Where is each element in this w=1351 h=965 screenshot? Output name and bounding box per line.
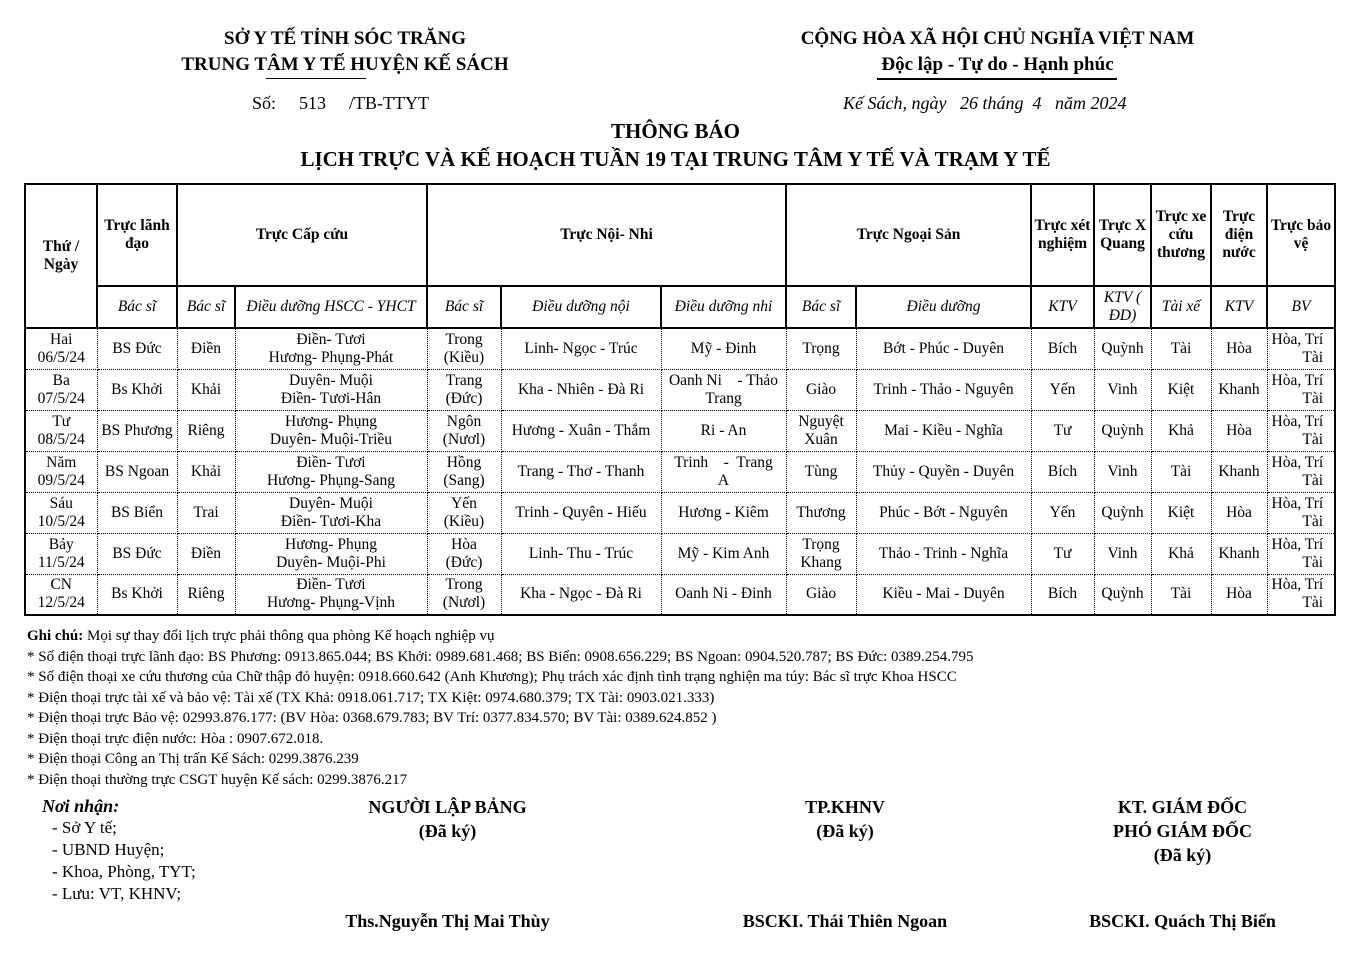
cell-day-line1: CN (50, 576, 73, 594)
cell-so-nurse: Thủy - Quyền - Duyên (856, 451, 1031, 492)
cell-leader: BS Đức (97, 533, 177, 574)
cell-ip-nurse-internal: Kha - Nhiên - Đà Ri (501, 369, 661, 410)
cell-security-line2: Tài (1302, 471, 1324, 489)
cell-so-doctor-line1: Nguyệt (798, 412, 844, 430)
cell-er-nurse (235, 328, 427, 369)
cell-security (1267, 328, 1335, 369)
cell-xray: Quỳnh (1094, 410, 1151, 451)
cell-so-nurse: Mai - Kiều - Nghĩa (856, 410, 1031, 451)
cell-ip-doctor-line2: (Sang) (443, 471, 485, 489)
cell-security (1267, 533, 1335, 574)
cell-day-line1: Sáu (49, 494, 73, 512)
cell-so-doctor: Trọng (786, 328, 856, 369)
note-label: Ghi chú: (27, 628, 84, 644)
note-line: * Số điện thoại xe cứu thương của Chữ thập đỏ huyện: 0918.660.642 (Anh Khương); Phụ trách xác định tình trạng nghiện ma túy: Bác sĩ trực Khoa HSCC (27, 669, 957, 685)
cell-ambulance: Tài (1151, 574, 1211, 615)
cell-er-doctor: Khải (177, 451, 235, 492)
cell-er-nurse-line2: Điền- Tươi-Hân (280, 389, 382, 407)
cell-so-doctor (786, 410, 856, 451)
cell-day-line1: Ba (52, 371, 70, 389)
cell-er-nurse-line1: Điền- Tươi (296, 330, 366, 348)
agency-parent: SỞ Y TẾ TỈNH SÓC TRĂNG (224, 28, 466, 49)
cell-er-nurse-line1: Duyên- Muội (289, 494, 373, 512)
cell-security (1267, 574, 1335, 615)
cell-day-line1: Bảy (48, 535, 74, 553)
cell-xray: Vinh (1094, 451, 1151, 492)
cell-ip-doctor-line1: Hòa (451, 535, 477, 553)
note-main-text: Mọi sự thay đổi lịch trực phải thông qua phòng Kế hoạch nghiệp vụ (83, 628, 495, 644)
cell-day (25, 369, 97, 410)
cell-day-line1: Hai (50, 330, 73, 348)
cell-er-nurse (235, 369, 427, 410)
signature-title: KT. GIÁM ĐỐC (1117, 797, 1248, 817)
cell-ip-doctor (427, 369, 501, 410)
cell-ip-doctor-line1: Ngôn (446, 412, 482, 430)
cell-ip-doctor-line2: (Nươl) (442, 430, 486, 448)
cell-ip-nurse-pediatric (661, 451, 786, 492)
cell-so-nurse: Thảo - Trinh - Nghĩa (856, 533, 1031, 574)
sub-ip-doctor: Bác sĩ (427, 286, 501, 328)
sub-ip-nurse-pediatric: Điều dưỡng nhi (661, 286, 786, 328)
cell-ambulance: Khả (1151, 410, 1211, 451)
cell-xray: Quỳnh (1094, 328, 1151, 369)
cell-security-line2: Tài (1302, 348, 1324, 366)
cell-lab: Tư (1031, 533, 1094, 574)
cell-security-line2: Tài (1302, 430, 1324, 448)
doc-subtitle: LỊCH TRỰC VÀ KẾ HOẠCH TUẦN 19 TẠI TRUNG TÂM Y TẾ VÀ TRẠM Y TẾ (300, 147, 1051, 171)
cell-security-line1: Hòa, Trí (1271, 371, 1324, 389)
cell-ip-nurse-internal: Trinh - Quyên - Hiếu (501, 492, 661, 533)
cell-so-nurse: Bớt - Phúc - Duyên (856, 328, 1031, 369)
cell-er-nurse-line2: Duyên- Muội-Phi (276, 553, 386, 571)
signature-director (1065, 795, 1300, 867)
cell-er-doctor: Điền (177, 533, 235, 574)
cell-xray: Quỳnh (1094, 492, 1151, 533)
cell-ambulance: Tài (1151, 328, 1211, 369)
recipients-heading: Nơi nhận: (42, 796, 120, 816)
table-row (25, 451, 1335, 492)
cell-security-line1: Hòa, Trí (1271, 412, 1324, 430)
cell-ip-doctor-line2: (Nươl) (442, 594, 486, 612)
duty-schedule-table (24, 183, 1336, 616)
cell-utilities: Khanh (1211, 369, 1267, 410)
table-row (25, 492, 1335, 533)
note-line: * Điện thoại trực điện nước: Hòa : 0907.672.018. (27, 730, 324, 747)
cell-leader: BS Ngoan (97, 451, 177, 492)
doc-date: Kế Sách, ngày 26 tháng 4 năm 2024 (843, 93, 1127, 113)
agency-underline (266, 78, 366, 79)
recipient-item: - UBND Huyện; (52, 840, 165, 859)
col-emergency: Trực Cấp cứu (177, 184, 427, 286)
cell-so-doctor-line2: Xuân (804, 430, 838, 448)
signature-name-preparer: Ths.Nguyễn Thị Mai Thùy (345, 911, 550, 931)
recipients (42, 795, 196, 905)
signature-title: TP.KHNV (805, 797, 885, 817)
cell-ip-doctor-line2: (Đức) (445, 553, 483, 571)
schedule-body (25, 328, 1335, 615)
sub-so-doctor: Bác sĩ (786, 286, 856, 328)
cell-so-doctor (786, 533, 856, 574)
cell-ambulance: Tài (1151, 451, 1211, 492)
national-title: CỘNG HÒA XÃ HỘI CHỦ NGHĨA VIỆT NAM (800, 28, 1195, 49)
cell-er-nurse-line2: Hương- Phụng-Phát (268, 348, 394, 366)
signature-preparer (320, 795, 575, 843)
cell-day-line2: 06/5/24 (37, 348, 85, 366)
cell-er-nurse (235, 574, 427, 615)
sub-security: BV (1267, 286, 1335, 328)
cell-er-nurse-line1: Hương- Phụng (285, 412, 377, 430)
cell-utilities: Khanh (1211, 451, 1267, 492)
cell-er-nurse-line2: Hương- Phụng-Vịnh (266, 594, 396, 612)
cell-ip-nurse-pediatric: Mỹ - Kim Anh (661, 533, 786, 574)
table-row (25, 328, 1335, 369)
cell-ambulance: Kiệt (1151, 492, 1211, 533)
cell-day-line1: Tư (52, 412, 71, 430)
cell-so-doctor: Giào (786, 574, 856, 615)
cell-day (25, 492, 97, 533)
cell-er-nurse (235, 410, 427, 451)
cell-lab: Bích (1031, 328, 1094, 369)
cell-day-line2: 07/5/24 (37, 389, 85, 407)
cell-ip-nurse-pediatric (661, 369, 786, 410)
cell-so-nurse: Phúc - Bớt - Nguyên (856, 492, 1031, 533)
cell-er-nurse-line1: Điền- Tươi (296, 453, 366, 471)
cell-leader: Bs Khởi (97, 369, 177, 410)
signature-name-director: BSCKI. Quách Thị Biển (1089, 911, 1276, 931)
cell-er-doctor: Điền (177, 328, 235, 369)
signature-name-khnv: BSCKI. Thái Thiên Ngoan (742, 911, 948, 931)
cell-so-nurse: Trinh - Thảo - Nguyên (856, 369, 1031, 410)
cell-ip-doctor-line2: (Kiều) (443, 512, 485, 530)
cell-utilities: Hòa (1211, 574, 1267, 615)
cell-ambulance: Kiệt (1151, 369, 1211, 410)
cell-leader: BS Đức (97, 328, 177, 369)
cell-leader: BS Biển (97, 492, 177, 533)
col-day: Thứ / Ngày (25, 184, 97, 328)
sub-leader-doctor: Bác sĩ (97, 286, 177, 328)
cell-ip-doctor (427, 492, 501, 533)
cell-er-nurse-line1: Hương- Phụng (285, 535, 377, 553)
cell-day (25, 451, 97, 492)
cell-security-line1: Hòa, Trí (1271, 453, 1324, 471)
agency-name: TRUNG TÂM Y TẾ HUYỆN KẾ SÁCH (181, 54, 509, 75)
cell-security-line2: Tài (1302, 512, 1324, 530)
agency-header (110, 26, 580, 78)
cell-xray: Quỳnh (1094, 574, 1151, 615)
cell-er-doctor: Riêng (177, 574, 235, 615)
cell-day (25, 410, 97, 451)
cell-utilities: Hòa (1211, 410, 1267, 451)
sub-ambulance: Tài xế (1151, 286, 1211, 328)
cell-security-line1: Hòa, Trí (1271, 494, 1324, 512)
col-utilities: Trực điện nước (1211, 184, 1267, 286)
cell-xray: Vinh (1094, 533, 1151, 574)
cell-security (1267, 369, 1335, 410)
national-motto: Độc lập - Tự do - Hạnh phúc (881, 54, 1114, 75)
cell-ip-nurse-pediatric: Ri - An (661, 410, 786, 451)
cell-security-line1: Hòa, Trí (1271, 535, 1324, 553)
cell-lab: Yến (1031, 369, 1094, 410)
motto-underline (877, 78, 1117, 80)
cell-security-line2: Tài (1302, 553, 1324, 571)
col-xray: Trực X Quang (1094, 184, 1151, 286)
cell-so-doctor-line2: Khang (800, 553, 842, 571)
cell-er-doctor: Riêng (177, 410, 235, 451)
cell-so-doctor: Thương (786, 492, 856, 533)
cell-ip-doctor (427, 533, 501, 574)
notes-section (27, 626, 1327, 790)
cell-er-nurse-line1: Điền- Tươi (296, 576, 366, 594)
cell-ip-nurse-pediatric: Hương - Kiêm (661, 492, 786, 533)
cell-ip-nurse-internal: Hương - Xuân - Thắm (501, 410, 661, 451)
cell-ip-doctor-line1: Yến (451, 494, 477, 512)
cell-security (1267, 492, 1335, 533)
cell-ip-doctor-line2: (Kiều) (443, 348, 485, 366)
cell-so-doctor: Giào (786, 369, 856, 410)
cell-security-line1: Hòa, Trí (1271, 330, 1324, 348)
col-lab: Trực xét nghiệm (1031, 184, 1094, 286)
cell-day-line2: 08/5/24 (37, 430, 85, 448)
cell-ip-nurse-internal: Linh- Thu - Trúc (501, 533, 661, 574)
table-row (25, 533, 1335, 574)
sub-so-nurse: Điều dưỡng (856, 286, 1031, 328)
signature-status: (Đã ký) (418, 821, 477, 841)
cell-ip-doctor-line1: Hồng (446, 453, 482, 471)
cell-ip-nurse-internal: Trang - Thơ - Thanh (501, 451, 661, 492)
signature-title-2: PHÓ GIÁM ĐỐC (1113, 821, 1252, 841)
note-line: * Điện thoại trực Bảo vệ: 02993.876.177: (BV Hòa: 0368.679.783; BV Trí: 0377.834.570; BV Tài: 0389.624.852 ) (27, 710, 717, 726)
cell-lab: Tư (1031, 410, 1094, 451)
cell-ip-nurse-internal: Linh- Ngọc - Trúc (501, 328, 661, 369)
cell-ip-doctor-line1: Trong (445, 330, 483, 348)
note-line: * Số điện thoại trực lãnh đạo: BS Phương: 0913.865.044; BS Khởi: 0989.681.468; BS Biển: 0908.656.229; BS Ngoan: 0904.520.787; BS Đức: 0389.254.795 (27, 648, 974, 665)
cell-day-line2: 12/5/24 (37, 594, 85, 612)
cell-er-nurse-line2: Điền- Tươi-Kha (280, 512, 382, 530)
doc-number-label: Số: (252, 93, 277, 113)
col-security: Trực bảo vệ (1267, 184, 1335, 286)
cell-er-nurse (235, 451, 427, 492)
col-ambulance: Trực xe cứu thương (1151, 184, 1211, 286)
signature-khnv (730, 795, 960, 843)
cell-day-line2: 09/5/24 (37, 471, 85, 489)
cell-security-line2: Tài (1302, 594, 1324, 612)
cell-utilities: Khanh (1211, 533, 1267, 574)
cell-ip-doctor (427, 410, 501, 451)
doc-number (252, 93, 429, 114)
sub-utilities: KTV (1211, 286, 1267, 328)
cell-lab: Bích (1031, 451, 1094, 492)
cell-er-nurse (235, 492, 427, 533)
sub-xray: KTV ( ĐD) (1094, 286, 1151, 328)
sub-er-nurse: Điều dưỡng HSCC - YHCT (235, 286, 427, 328)
cell-ip-doctor (427, 328, 501, 369)
cell-so-nurse: Kiều - Mai - Duyên (856, 574, 1031, 615)
table-row (25, 369, 1335, 410)
note-line: * Điện thoại Công an Thị trấn Kế Sách: 0299.3876.239 (27, 751, 359, 767)
cell-day-line1: Năm (46, 453, 77, 471)
cell-xray: Vinh (1094, 369, 1151, 410)
col-leader: Trực lãnh đạo (97, 184, 177, 286)
doc-title: THÔNG BÁO (611, 119, 740, 143)
cell-ip-doctor (427, 574, 501, 615)
cell-ambulance: Khả (1151, 533, 1211, 574)
recipient-item: - Sở Y tế; (52, 818, 117, 837)
cell-ip-doctor-line1: Trong (445, 576, 483, 594)
col-surgery-obstetric: Trực Ngoại Sản (786, 184, 1031, 286)
cell-er-nurse-line1: Duyên- Muội (289, 371, 373, 389)
signature-title: NGƯỜI LẬP BẢNG (368, 797, 527, 817)
cell-utilities: Hòa (1211, 328, 1267, 369)
cell-so-doctor: Tùng (786, 451, 856, 492)
cell-ip-doctor-line2: (Đức) (445, 389, 483, 407)
cell-ip-nurse-internal: Kha - Ngọc - Đà Ri (501, 574, 661, 615)
cell-security-line2: Tài (1302, 389, 1324, 407)
note-line: * Điện thoại trực tài xế và bảo vệ: Tài xế (TX Khả: 0918.061.717; TX Kiệt: 0974.680.379; TX Tài: 0903.021.333) (27, 689, 715, 706)
cell-utilities: Hòa (1211, 492, 1267, 533)
cell-lab: Bích (1031, 574, 1094, 615)
cell-ip-nurse-pediatric: Oanh Ni - Đinh (661, 574, 786, 615)
cell-ip-nurse-pediatric: Mỹ - Đinh (661, 328, 786, 369)
sub-er-doctor: Bác sĩ (177, 286, 235, 328)
signature-status: (Đã ký) (1153, 845, 1212, 865)
sub-ip-nurse-internal: Điều dưỡng nội (501, 286, 661, 328)
cell-day (25, 328, 97, 369)
cell-ip-nurse-pediatric-line1: Trinh - Trang (674, 453, 773, 471)
cell-leader: BS Phương (97, 410, 177, 451)
note-line: * Điện thoại thường trực CSGT huyện Kế sách: 0299.3876.217 (27, 771, 408, 788)
cell-day-line2: 11/5/24 (37, 553, 85, 571)
note-main (27, 626, 1327, 647)
cell-er-doctor: Trai (177, 492, 235, 533)
cell-leader: Bs Khởi (97, 574, 177, 615)
cell-security (1267, 410, 1335, 451)
doc-number-suffix: /TB-TTYT (349, 93, 429, 113)
cell-so-doctor-line1: Trọng (802, 535, 840, 553)
cell-ip-doctor (427, 451, 501, 492)
cell-lab: Yến (1031, 492, 1094, 533)
cell-day (25, 533, 97, 574)
cell-ip-nurse-pediatric-line2: A (717, 471, 730, 489)
cell-ip-nurse-pediatric-line2: Trang (705, 389, 742, 407)
cell-er-doctor: Khải (177, 369, 235, 410)
cell-security-line1: Hòa, Trí (1271, 576, 1324, 594)
table-row (25, 574, 1335, 615)
sub-lab: KTV (1031, 286, 1094, 328)
col-internal-pediatric: Trực Nội- Nhi (427, 184, 786, 286)
signature-status: (Đã ký) (816, 821, 874, 841)
cell-security (1267, 451, 1335, 492)
recipient-item: - Khoa, Phòng, TYT; (52, 862, 196, 881)
cell-er-nurse (235, 533, 427, 574)
cell-ip-doctor-line1: Trang (445, 371, 483, 389)
national-header (745, 26, 1250, 78)
cell-day (25, 574, 97, 615)
doc-number-value: 513 (299, 93, 327, 113)
cell-er-nurse-line2: Duyên- Muội-Triều (269, 430, 393, 448)
table-row (25, 410, 1335, 451)
cell-er-nurse-line2: Hương- Phụng-Sang (266, 471, 396, 489)
recipient-item: - Lưu: VT, KHNV; (52, 884, 182, 903)
cell-day-line2: 10/5/24 (37, 512, 85, 530)
cell-ip-nurse-pediatric-line1: Oanh Ni - Thảo (668, 371, 779, 389)
